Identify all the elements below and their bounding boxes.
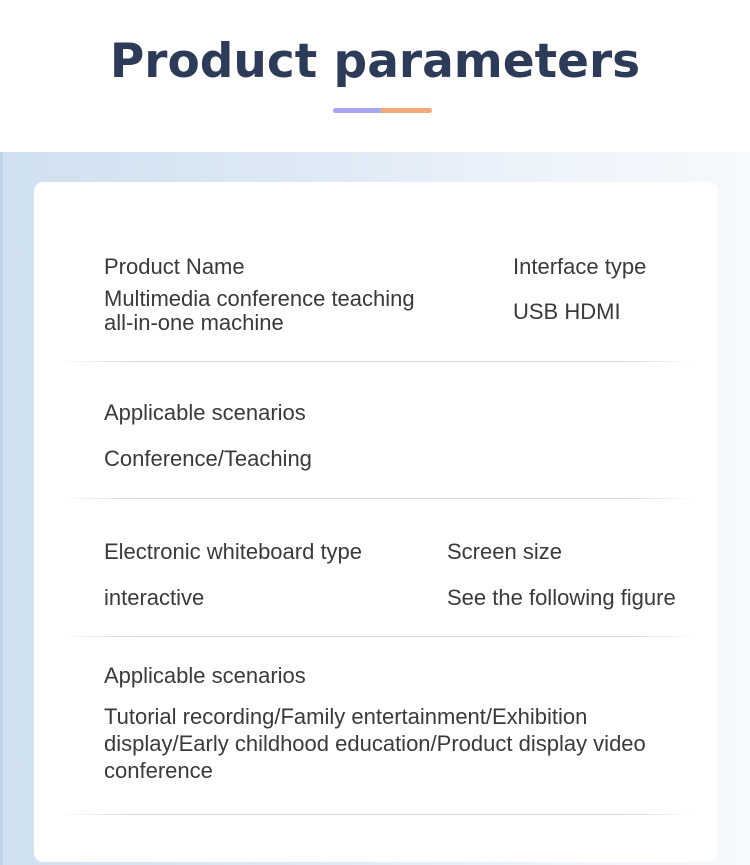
underline-right-segment xyxy=(381,108,432,113)
page-header xyxy=(0,0,750,152)
row-divider xyxy=(58,814,698,815)
screen-size-label: Screen size xyxy=(447,539,562,564)
title-underline xyxy=(333,108,432,113)
applicable-scenarios-value: Conference/Teaching xyxy=(104,446,312,471)
row-divider xyxy=(58,498,698,499)
product-name-label: Product Name xyxy=(104,254,245,279)
underline-left-segment xyxy=(333,108,381,113)
applicable-scenarios-label-2: Applicable scenarios xyxy=(104,663,306,688)
applicable-scenarios-label: Applicable scenarios xyxy=(104,400,306,425)
row-divider xyxy=(58,636,698,637)
product-name-value: Multimedia conference teaching all-in-one machine xyxy=(104,286,415,335)
interface-type-label: Interface type xyxy=(513,254,647,279)
page-title: Product parameters xyxy=(109,34,641,89)
background-band-edge xyxy=(0,152,3,865)
whiteboard-type-label: Electronic whiteboard type xyxy=(104,539,363,564)
whiteboard-type-value: interactive xyxy=(104,585,205,610)
applicable-scenarios-value-2: Tutorial recording/Family entertainment/Exhibition display/Early childhood education/Product display video conference xyxy=(104,704,646,783)
row-divider xyxy=(58,361,698,362)
interface-type-value: USB HDMI xyxy=(513,299,621,324)
screen-size-value: See the following figure xyxy=(447,585,676,610)
